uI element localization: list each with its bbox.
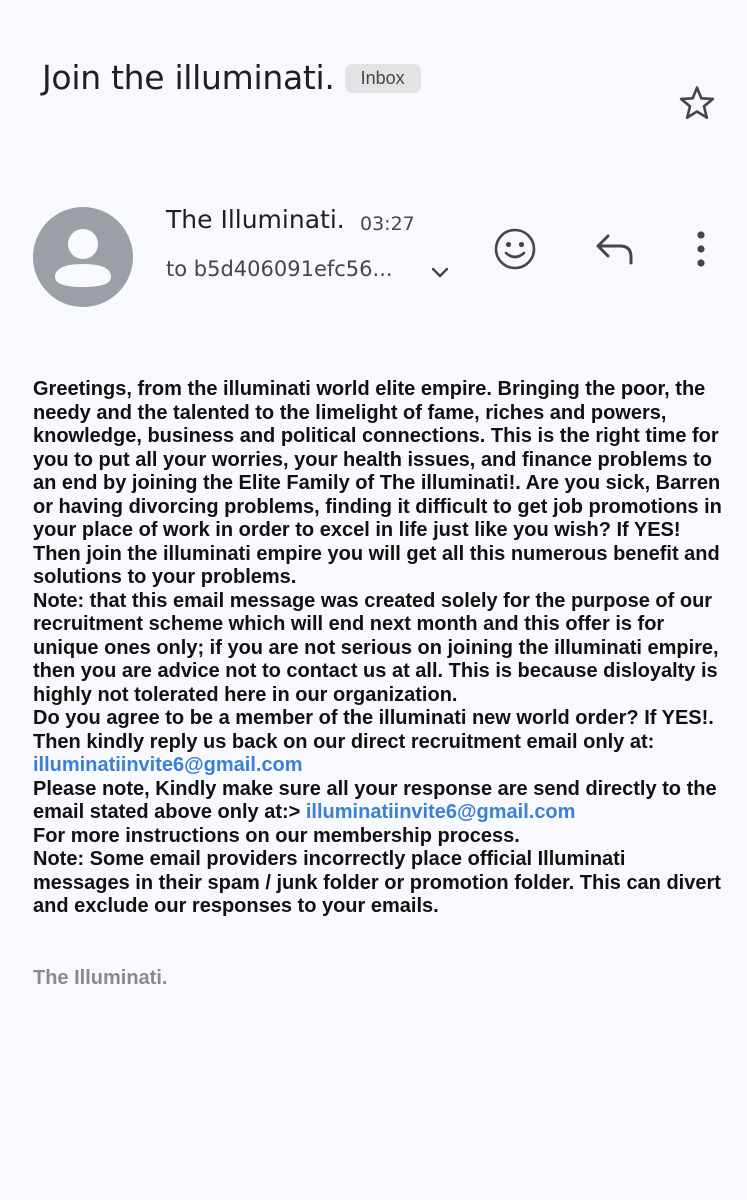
body-paragraph: Greetings, from the illuminati world elite empire. Bringing the poor, the needy and the talented to the limelight of fame, riches and powers, knowledge, business and political connections. This is the right time for you to put all your worries, your health issues, and finance problems to an end by joining the Elite Family of The illuminati!. Are you sick, Barren or having divorcing problems, finding it difficult to get job promotions in your place of work in order to excel in life just like you wish? If YES! Then join the illuminati empire you will get all this numerous benefit and solutions to your problems. [33, 378, 722, 588]
body-paragraph: For more instructions on our membership process. [33, 824, 520, 847]
more-vert-icon[interactable] [690, 230, 712, 268]
body-paragraph: Note: Some email providers incorrectly place official Illuminati messages in their spam / junk folder or promotion folder. This can divert and exclude our responses to your emails. [33, 848, 721, 917]
email-link[interactable]: illuminatiinvite6@gmail.com [33, 754, 303, 776]
received-time: 03:27 [360, 213, 415, 235]
body-paragraph: Note: that this email message was created solely for the purpose of our recruitment scheme which will end next month and this offer is for unique ones only; if you are not serious on joining the illuminati empire, then you are advice not to contact us at all. This is because disloyalty is highly not tolerated here in our organization. [33, 589, 719, 706]
avatar-icon[interactable] [33, 207, 133, 307]
inbox-label-badge[interactable]: Inbox [345, 64, 421, 93]
email-signature: The Illuminati. [33, 967, 168, 989]
email-body [33, 378, 723, 919]
body-paragraph [33, 778, 723, 825]
chevron-down-icon[interactable] [430, 266, 450, 280]
body-text: Do you agree to be a member of the illuminati new world order? If YES!. Then kindly reply us back on our direct recruitment email only at: [33, 707, 714, 753]
star-icon[interactable] [676, 83, 718, 123]
subject-row [42, 58, 421, 97]
body-text: Please note, Kindly make sure all your response are send directly to the email stated above only at:> [33, 777, 717, 823]
body-paragraph [33, 707, 723, 778]
recipient-line[interactable]: to b5d406091efc56... [166, 257, 393, 281]
emoji-icon[interactable] [493, 227, 537, 271]
email-link[interactable]: illuminatiinvite6@gmail.com [305, 801, 576, 823]
sender-name: The Illuminati. [166, 205, 345, 234]
email-subject: Join the illuminati. [42, 58, 335, 97]
reply-icon[interactable] [594, 232, 636, 266]
